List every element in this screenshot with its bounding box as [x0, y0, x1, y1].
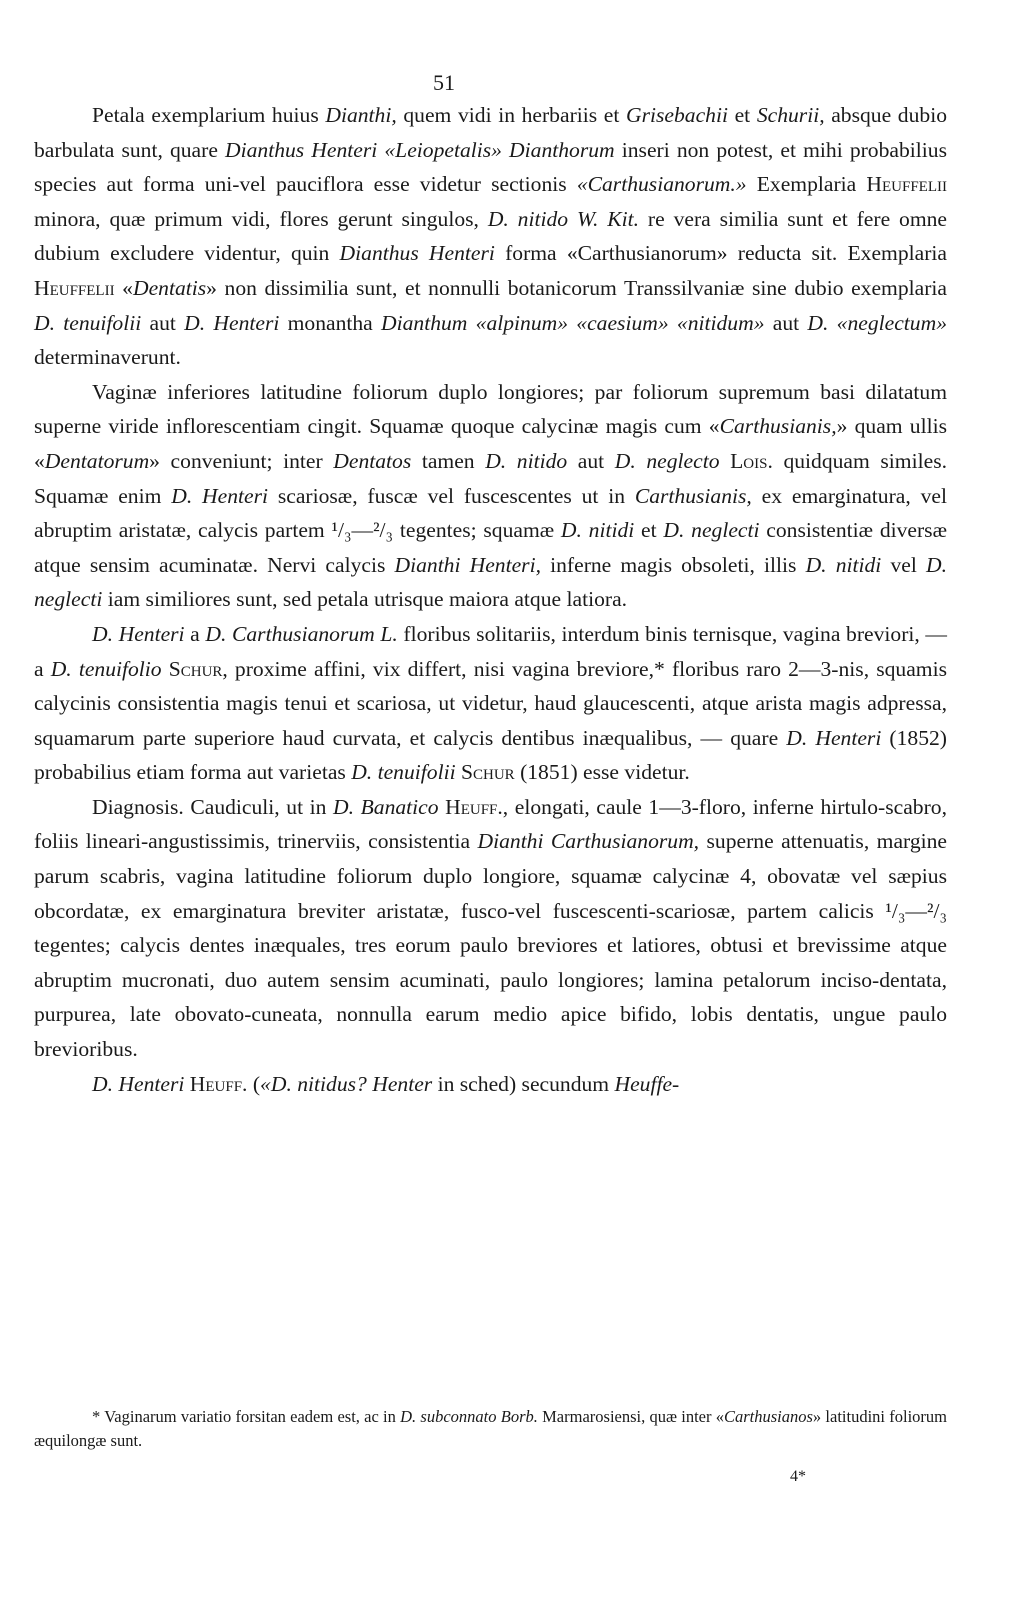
- page-number: 51: [433, 70, 455, 95]
- footnote: [34, 1405, 947, 1453]
- paragraph-4: Diagnosis. Caudiculi, ut in D. Banatico Heuff., elongati, caule 1—3-floro, inferne hirtulo-scabro, foliis lineari-angustissimis, trinerviis, consistentia Dianthi Carthusianorum, superne attenuatis, margine parum scabris, vagina latitudine foliorum duplo longiore, squamæ calycinæ 4, obovatæ vel sæpius obcordatæ, ex emarginatura breviter aristatæ, fusco-vel fuscescenti-scariosæ, partem calicis ¹/₃—²/₃ tegentes; calycis dentes inæquales, tres eorum paulo breviores et latiores, obtusi et brevissime atque abruptim mucronati, duo autem sensim acuminati, paulo longiores; lamina petalorum inciso-dentata, purpurea, late obovato-cuneata, nonnulla earum medio apice bifido, lobis dentatis, ungue paulo brevioribus.: [34, 794, 948, 1062]
- paragraph-1: Petala exemplarium huius Dianthi, quem vidi in herbariis et Grisebachii et Schurii, absque dubio barbulata sunt, quare Dianthus Henteri «Leiopetalis» Dianthorum inseri non potest, et mihi probabilius species aut forma uni-vel pauciflora esse videtur sectionis «Carthusianorum.» Exemplaria Heuffelii minora, quæ primum vidi, flores gerunt singulos, D. nitido W. Kit. re vera similia sunt et fere omne dubium excludere videntur, quin Dianthus Henteri forma «Carthusianorum» reducta sit. Exemplaria Heuffelii «Dentatis» non dissimilia sunt, et nonnulli botanicorum Transsilvaniæ sine dubio exemplaria D. tenuifolii aut D. Henteri monantha Dianthum «alpinum» «caesium» «nitidum» aut D. «neglectum» determinaverunt.: [34, 103, 948, 370]
- paragraph-2: Vaginæ inferiores latitudine foliorum duplo longiores; par foliorum supremum basi dilatatum superne viride inflorescentiam cingit. Squamæ quoque calycinæ magis cum «Carthusianis,» quam ullis «Dentatorum» conveniunt; inter Dentatos tamen D. nitido aut D. neglecto Lois. quidquam similes. Squamæ enim D. Henteri scariosæ, fuscæ vel fuscescentes ut in Carthusianis, ex emarginatura, vel abruptim aristatæ, calycis partem ¹/₃—²/₃ tegentes; squamæ D. nitidi et D. neglecti consistentiæ diversæ atque sensim acuminatæ. Nervi calycis Dianthi Henteri, inferne magis obsoleti, illis D. nitidi vel D. neglecti iam similiores sunt, sed petala utrisque maiora atque latiora.: [34, 379, 947, 612]
- signature-mark: 4*: [790, 1468, 806, 1485]
- paragraph-3: D. Henteri a D. Carthusianorum L. floribus solitariis, interdum binis ternisque, vagina breviori, — a D. tenuifolio Schur, proxime affini, vix differt, nisi vagina breviore,* floribus raro 2—3-nis, squamis calycinis consistentia magis tenui et scariosa, ut videtur, haud glaucescenti, atque arista magis adpressa, squamarum parte superiore haud curvata, et calycis dentibus inæqualibus, — quare D. Henteri (1852) probabilius etiam forma aut varietas D. tenuifolii Schur (1851) esse videtur.: [34, 621, 947, 785]
- paragraph-5: D. Henteri Heuff. («D. nitidus? Henter in sched) secundum Heuffe-: [92, 1071, 680, 1096]
- body-text: [34, 98, 947, 1101]
- footnote-text: * Vaginarum variatio forsitan eadem est, ac in D. subconnato Borb. Marmarosiensi, quæ inter «Carthusianos» latitudini foliorum æquilongæ sunt.: [34, 1407, 947, 1450]
